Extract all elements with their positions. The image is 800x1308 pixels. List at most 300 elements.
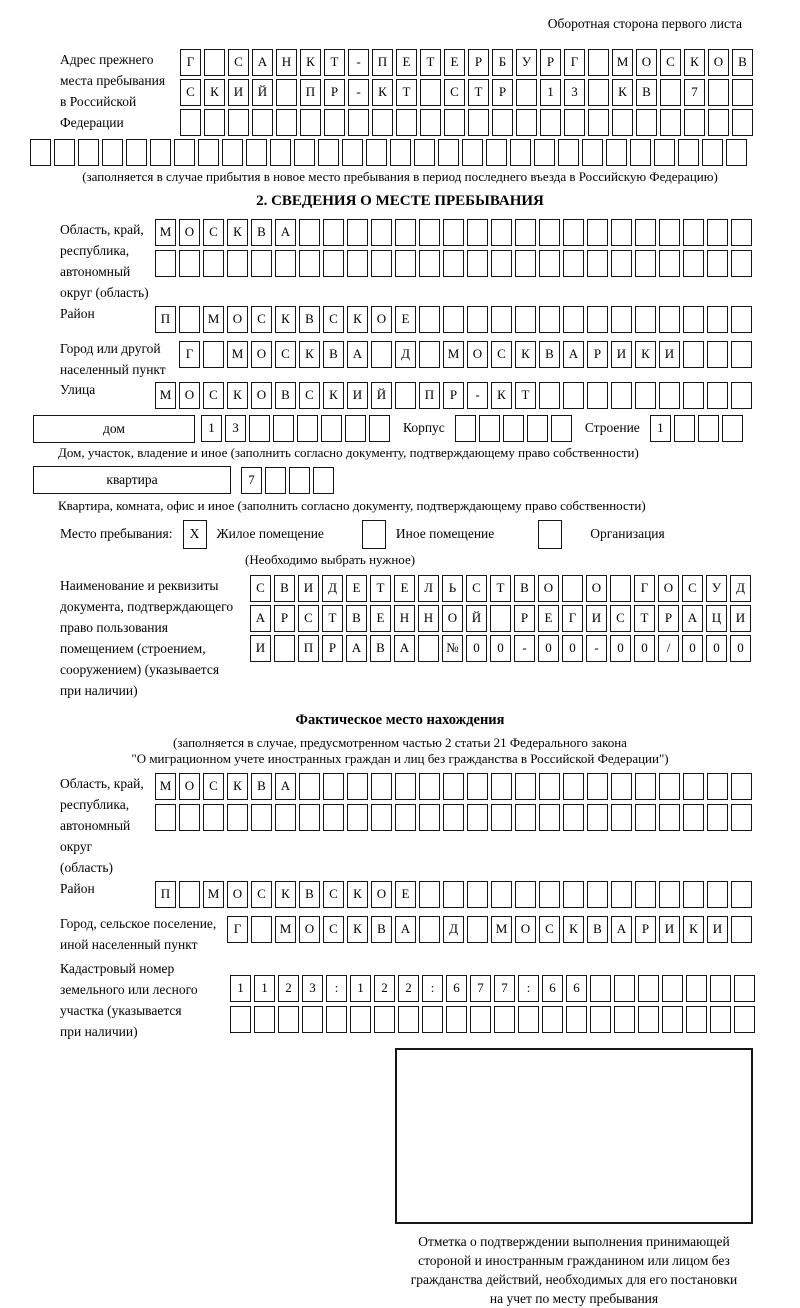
char-cell: О [227, 306, 248, 333]
char-cell: 1 [650, 415, 671, 442]
char-cell [371, 219, 392, 246]
char-cell [419, 916, 440, 943]
stamp-caption-line: стороной и иностранным гражданином или лицом без [418, 1253, 730, 1269]
char-cell [636, 109, 657, 136]
char-cell [275, 250, 296, 277]
char-cell: Г [179, 341, 200, 368]
char-grid-row [155, 382, 755, 409]
char-cell [438, 139, 459, 166]
char-cell: С [682, 575, 703, 602]
gorod3-label [60, 913, 227, 955]
char-cell: А [346, 635, 367, 662]
char-cell [203, 341, 224, 368]
char-cell [539, 382, 560, 409]
char-cell: П [298, 635, 319, 662]
char-cell: Р [324, 79, 345, 106]
char-cell [539, 804, 560, 831]
char-cell [539, 219, 560, 246]
char-cell [347, 773, 368, 800]
char-cell: Р [274, 605, 295, 632]
char-cell [587, 219, 608, 246]
char-cell: П [300, 79, 321, 106]
field-label-line: Федерации [60, 114, 124, 130]
char-cell: Д [730, 575, 751, 602]
char-cell [419, 804, 440, 831]
char-cell [707, 219, 728, 246]
char-cell: О [179, 773, 200, 800]
char-cell: Р [635, 916, 656, 943]
char-cell [612, 109, 633, 136]
char-grid-row [250, 635, 754, 662]
char-cell [30, 139, 51, 166]
char-cell [468, 109, 489, 136]
field-label-line: право пользования [60, 619, 168, 635]
char-cell [707, 773, 728, 800]
char-cell: О [586, 575, 607, 602]
option-label: Жилое помещение [216, 526, 324, 542]
char-cell: В [732, 49, 753, 76]
char-cell [274, 635, 295, 662]
char-cell: О [658, 575, 679, 602]
char-cell: К [515, 341, 536, 368]
char-cell [345, 415, 366, 442]
char-cell: С [444, 79, 465, 106]
char-cell: 6 [542, 975, 563, 1002]
char-cell [540, 109, 561, 136]
char-cell [527, 415, 548, 442]
char-cell: К [275, 881, 296, 908]
char-cell [707, 881, 728, 908]
char-cell [174, 139, 195, 166]
char-cell: О [708, 49, 729, 76]
char-cell [418, 635, 439, 662]
char-cell: И [298, 575, 319, 602]
char-cell [479, 415, 500, 442]
char-cell: К [227, 219, 248, 246]
char-cell: А [394, 635, 415, 662]
char-cell [515, 250, 536, 277]
char-cell: Е [395, 881, 416, 908]
char-cell [606, 139, 627, 166]
char-cell: В [346, 605, 367, 632]
char-cell [686, 975, 707, 1002]
char-cell: К [300, 49, 321, 76]
char-cell [683, 382, 704, 409]
ulitsa-field [60, 382, 800, 412]
char-grid-row [230, 1006, 758, 1033]
char-cell [419, 250, 440, 277]
char-cell: И [250, 635, 271, 662]
char-cell: П [419, 382, 440, 409]
char-cell [299, 250, 320, 277]
char-cell: Т [322, 605, 343, 632]
char-cell [734, 1006, 755, 1033]
char-cell [443, 881, 464, 908]
char-cell: Е [538, 605, 559, 632]
char-grid-row [155, 250, 755, 277]
char-grid-row [650, 415, 746, 442]
char-cell [707, 382, 728, 409]
char-cell [515, 804, 536, 831]
char-cell: Р [492, 79, 513, 106]
char-cell: О [538, 575, 559, 602]
char-cell [323, 250, 344, 277]
char-cell [686, 1006, 707, 1033]
char-cell [443, 773, 464, 800]
char-cell [731, 773, 752, 800]
checkbox-inoe [362, 520, 386, 549]
char-cell [731, 382, 752, 409]
char-cell [246, 139, 267, 166]
char-cell [726, 139, 747, 166]
char-cell: 1 [350, 975, 371, 1002]
char-cell: К [491, 382, 512, 409]
char-cell: 3 [564, 79, 585, 106]
char-cell: К [683, 916, 704, 943]
char-grid-row [155, 773, 755, 800]
char-cell: 1 [254, 975, 275, 1002]
char-cell [659, 250, 680, 277]
char-cell [294, 139, 315, 166]
char-cell: Й [252, 79, 273, 106]
char-cell [707, 250, 728, 277]
page-corner-note: Оборотная сторона первого листа [547, 16, 742, 31]
char-grid-row [180, 109, 756, 136]
char-cell [610, 575, 631, 602]
char-cell [611, 382, 632, 409]
char-cell: 0 [706, 635, 727, 662]
char-cell [566, 1006, 587, 1033]
char-cell [707, 804, 728, 831]
field-label-line: при наличии) [60, 1024, 138, 1040]
char-cell [102, 139, 123, 166]
char-cell: Ь [442, 575, 463, 602]
checkbox-zhiloe: X [183, 520, 207, 549]
char-cell: И [730, 605, 751, 632]
char-cell [273, 415, 294, 442]
char-cell [534, 139, 555, 166]
char-cell: О [299, 916, 320, 943]
char-cell [659, 881, 680, 908]
char-cell [204, 109, 225, 136]
stamp-area-box [395, 1048, 753, 1224]
char-cell [371, 250, 392, 277]
char-cell [683, 804, 704, 831]
char-grid-row [155, 804, 755, 831]
char-cell [515, 773, 536, 800]
char-cell [659, 219, 680, 246]
char-cell: 1 [230, 975, 251, 1002]
char-cell [558, 139, 579, 166]
char-grid-row [155, 306, 755, 333]
char-cell: С [180, 79, 201, 106]
char-cell: М [155, 773, 176, 800]
char-cell [126, 139, 147, 166]
stamp-caption [384, 1232, 764, 1308]
char-cell [563, 773, 584, 800]
char-cell: В [514, 575, 535, 602]
char-cell [683, 219, 704, 246]
char-cell: С [491, 341, 512, 368]
char-cell: Е [346, 575, 367, 602]
char-cell [249, 415, 270, 442]
char-cell: К [275, 306, 296, 333]
char-cell [203, 250, 224, 277]
char-cell [588, 79, 609, 106]
char-cell [731, 219, 752, 246]
char-cell: Т [420, 49, 441, 76]
field-label-line: автономный [60, 263, 131, 279]
char-cell [731, 916, 752, 943]
char-cell [490, 605, 511, 632]
char-cell: 7 [684, 79, 705, 106]
char-cell: К [227, 382, 248, 409]
char-cell [228, 109, 249, 136]
char-cell [731, 306, 752, 333]
char-cell [321, 415, 342, 442]
char-cell [419, 881, 440, 908]
option-label: Организация [590, 526, 665, 542]
char-cell: П [155, 306, 176, 333]
char-cell: И [659, 341, 680, 368]
char-cell: Й [466, 605, 487, 632]
stroenie-label: Строение [584, 420, 640, 436]
char-cell: Р [514, 605, 535, 632]
char-cell [731, 341, 752, 368]
char-cell [710, 975, 731, 1002]
char-cell: К [635, 341, 656, 368]
char-cell [419, 306, 440, 333]
char-cell [486, 139, 507, 166]
kvartira-box: квартира [33, 466, 231, 494]
field-label-line: земельного или лесного [60, 982, 198, 998]
char-cell [150, 139, 171, 166]
char-cell: С [228, 49, 249, 76]
char-cell [198, 139, 219, 166]
char-cell: Н [394, 605, 415, 632]
char-cell [350, 1006, 371, 1033]
char-cell: А [611, 916, 632, 943]
char-cell: И [586, 605, 607, 632]
char-cell [297, 415, 318, 442]
char-cell [323, 804, 344, 831]
kvartira-note: Квартира, комната, офис и иное (заполнить согласно документу, подтверждающему право собственности) [58, 498, 646, 514]
field-label-line: Область, край, [60, 221, 144, 237]
char-cell [587, 306, 608, 333]
gorod-field [60, 338, 800, 380]
raion-label: Район [60, 305, 95, 321]
char-cell: 1 [201, 415, 222, 442]
char-cell [542, 1006, 563, 1033]
char-cell [371, 341, 392, 368]
char-cell: О [636, 49, 657, 76]
char-cell [455, 415, 476, 442]
char-cell: А [250, 605, 271, 632]
char-cell: 6 [566, 975, 587, 1002]
char-cell [179, 306, 200, 333]
char-cell [251, 250, 272, 277]
char-cell [683, 306, 704, 333]
char-cell: С [251, 306, 272, 333]
char-cell: 6 [446, 975, 467, 1002]
char-cell [674, 415, 695, 442]
char-cell [611, 804, 632, 831]
char-cell: Г [180, 49, 201, 76]
char-cell: - [348, 49, 369, 76]
char-cell: О [179, 382, 200, 409]
char-cell [708, 79, 729, 106]
mesto-label: Место пребывания: [60, 526, 173, 542]
char-cell [731, 804, 752, 831]
char-cell [635, 804, 656, 831]
char-cell: С [323, 881, 344, 908]
char-cell [564, 109, 585, 136]
kvartira-row [33, 466, 800, 494]
char-cell [443, 250, 464, 277]
section3-note-line: "О миграционном учете иностранных граждан и лиц без гражданства в Российской Федерации") [131, 751, 669, 766]
field-label-line: сооружением) (указывается [60, 661, 220, 677]
char-cell [491, 219, 512, 246]
char-cell: Н [418, 605, 439, 632]
char-cell [467, 881, 488, 908]
char-cell [276, 79, 297, 106]
char-cell: - [348, 79, 369, 106]
char-cell [230, 1006, 251, 1033]
char-cell: К [204, 79, 225, 106]
char-cell [395, 219, 416, 246]
char-cell [635, 773, 656, 800]
char-cell [582, 139, 603, 166]
char-cell: П [155, 881, 176, 908]
char-cell [227, 250, 248, 277]
char-grid-row [155, 219, 755, 246]
char-cell [539, 773, 560, 800]
gorod-label [60, 338, 179, 380]
char-cell: С [298, 605, 319, 632]
char-cell: А [563, 341, 584, 368]
char-cell [635, 306, 656, 333]
char-cell [563, 382, 584, 409]
char-cell [395, 773, 416, 800]
char-cell [371, 773, 392, 800]
char-cell: С [299, 382, 320, 409]
char-cell [204, 49, 225, 76]
char-cell: О [371, 881, 392, 908]
char-cell [587, 250, 608, 277]
char-cell [590, 975, 611, 1002]
char-cell [722, 415, 743, 442]
char-cell [299, 804, 320, 831]
stamp-caption-line: Отметка о подтверждении выполнения принимающей [418, 1234, 730, 1250]
char-cell: - [514, 635, 535, 662]
char-grid-row [241, 467, 337, 494]
char-cell: 3 [225, 415, 246, 442]
raion-field [60, 306, 800, 336]
char-cell: Г [564, 49, 585, 76]
char-cell [588, 109, 609, 136]
char-cell [54, 139, 75, 166]
char-cell [366, 139, 387, 166]
raion3-field [60, 881, 800, 911]
char-cell [299, 773, 320, 800]
char-cell: Ц [706, 605, 727, 632]
char-cell: 0 [562, 635, 583, 662]
char-cell [635, 382, 656, 409]
char-cell: А [252, 49, 273, 76]
char-grid-row [179, 341, 755, 368]
char-cell: К [299, 341, 320, 368]
char-cell: 0 [610, 635, 631, 662]
char-cell [708, 109, 729, 136]
char-cell: Р [443, 382, 464, 409]
char-cell [396, 109, 417, 136]
char-cell [635, 219, 656, 246]
char-cell: : [326, 975, 347, 1002]
char-cell [180, 109, 201, 136]
field-label-line: участка (указывается [60, 1003, 182, 1019]
char-cell: Т [324, 49, 345, 76]
char-cell: П [372, 49, 393, 76]
char-cell: С [250, 575, 271, 602]
char-cell [155, 804, 176, 831]
char-cell [324, 109, 345, 136]
char-cell [635, 250, 656, 277]
char-cell [155, 250, 176, 277]
char-cell: Н [276, 49, 297, 76]
char-cell: Р [658, 605, 679, 632]
stamp-caption-line: гражданства действий, необходимых для его постановки [410, 1272, 738, 1288]
char-cell: Е [395, 306, 416, 333]
char-cell: Е [394, 575, 415, 602]
char-cell [467, 804, 488, 831]
char-cell [732, 79, 753, 106]
char-cell [443, 306, 464, 333]
char-cell: А [347, 341, 368, 368]
char-cell [516, 109, 537, 136]
char-cell [678, 139, 699, 166]
raion3-label: Район [60, 881, 95, 897]
char-cell [611, 250, 632, 277]
char-cell [491, 250, 512, 277]
char-cell: М [155, 219, 176, 246]
char-cell: Т [634, 605, 655, 632]
field-label-line: при наличии) [60, 682, 138, 698]
char-grid-row [201, 415, 393, 442]
char-cell: В [251, 219, 272, 246]
char-cell: К [612, 79, 633, 106]
char-cell: И [707, 916, 728, 943]
char-cell [588, 49, 609, 76]
char-cell: К [347, 881, 368, 908]
kadastr-label [60, 958, 230, 1042]
char-cell: К [563, 916, 584, 943]
char-cell [635, 881, 656, 908]
char-cell [289, 467, 310, 494]
char-grid-row [227, 916, 755, 943]
char-cell [539, 881, 560, 908]
char-cell: К [347, 916, 368, 943]
char-cell [734, 975, 755, 1002]
char-cell [710, 1006, 731, 1033]
prev-address-grid [180, 49, 756, 139]
char-cell [587, 382, 608, 409]
char-cell [707, 341, 728, 368]
field-label-line: автономный округ [60, 818, 131, 855]
char-cell [611, 219, 632, 246]
char-cell [222, 139, 243, 166]
oblast-grid [155, 219, 755, 280]
char-cell: 0 [490, 635, 511, 662]
